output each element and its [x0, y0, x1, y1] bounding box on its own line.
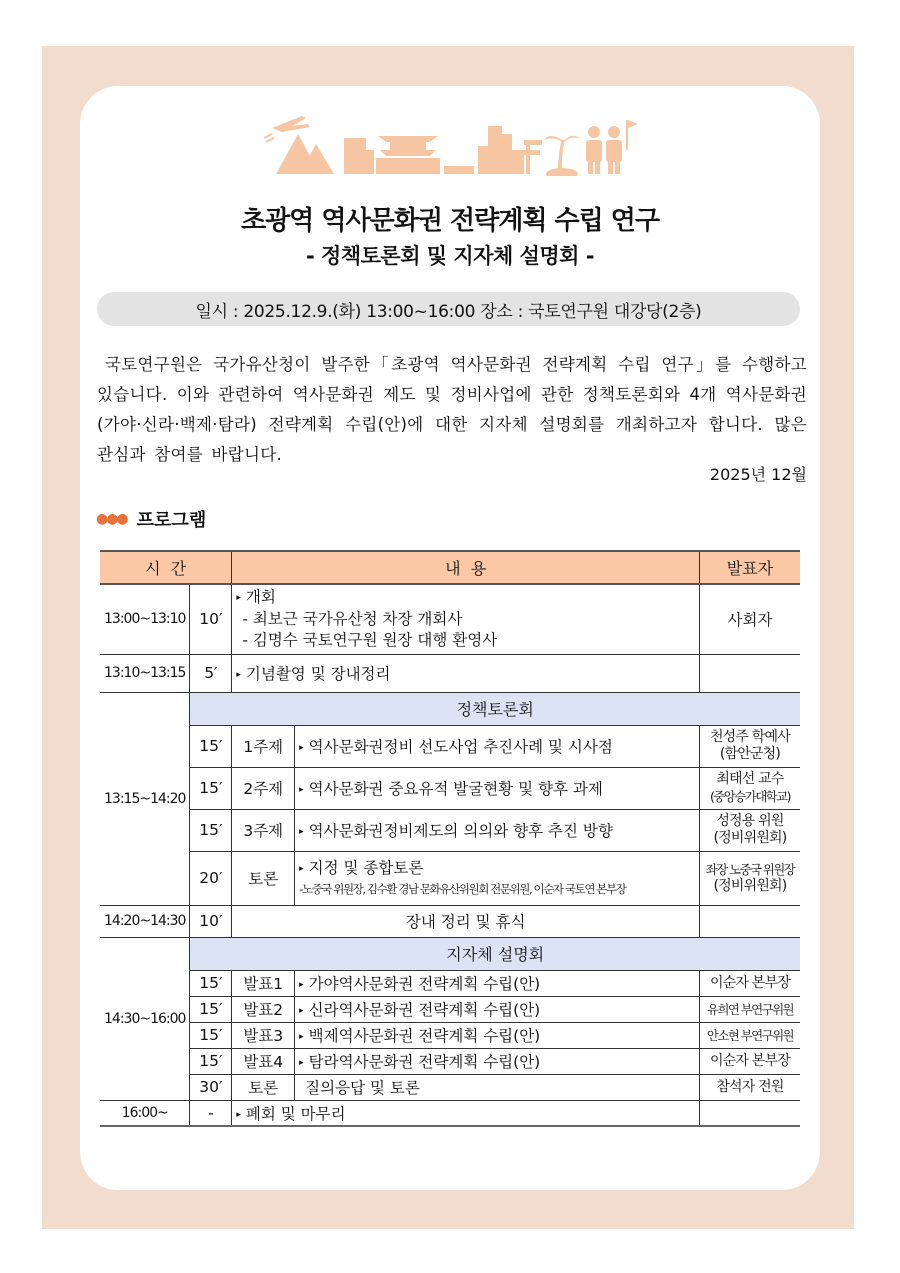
content-cell: ▸ 신라역사문화권 전략계획 수립(안) [295, 996, 700, 1022]
duration-cell: 10′ [190, 584, 232, 654]
table-row-break [100, 905, 800, 937]
document-subtitle: - 정책토론회 및 지자체 설명회 - [306, 244, 594, 268]
duration-cell: 15′ [190, 725, 232, 767]
content-cell: ▸ 가야역사문화권 전략계획 수립(안) [295, 970, 700, 996]
discussant-list: -노중국 위원장, 김수환 경남 문화유산위원회 전문위원, 이순자 국토연 본부장 [299, 881, 626, 896]
presenter-cell [699, 1100, 800, 1126]
content-cell: ▸ 지정 및 종합토론 -노중국 위원장, 김수환 경남 문화유산위원회 전문위원, 이순자 국토연 본부장 [295, 851, 700, 905]
item-title: 개회 [245, 588, 276, 607]
item-line: - 김명수 국토연구원 원장 대행 환영사 [242, 631, 498, 650]
document-title: 초광역 역사문화권 전략계획 수립 연구 [240, 206, 660, 236]
duration-cell: 30′ [190, 1074, 232, 1100]
time-cell: 14:30~16:00 [100, 937, 190, 1100]
duration-cell: 10′ [190, 905, 232, 937]
duration-cell: 20′ [190, 851, 232, 905]
triangle-bullet-icon: ▸ [299, 1032, 304, 1042]
content-cell: ▸ 역사문화권정비 선도사업 추진사례 및 시사점 [295, 725, 700, 767]
triangle-bullet-icon: ▸ [299, 863, 304, 874]
presenter-cell: 유희연 부연구위원 [699, 996, 800, 1022]
triangle-bullet-icon: ▸ [236, 1109, 241, 1120]
label-cell: 3주제 [232, 809, 295, 851]
program-section-heading [96, 506, 206, 532]
label-cell: 토론 [232, 1074, 295, 1100]
bullet-dots-icon: ●●● [96, 511, 127, 527]
table-row-closing [100, 1100, 800, 1126]
label-cell: 발표2 [232, 996, 295, 1022]
duration-cell: - [190, 1100, 232, 1126]
table-row-photo [100, 654, 800, 692]
time-cell: 16:00~ [100, 1100, 190, 1126]
header-presenter: 발표자 [699, 551, 800, 584]
content-cell: 질의응답 및 토론 [295, 1074, 700, 1100]
section-band-briefing: 지자체 설명회 [190, 937, 800, 970]
content-cell [232, 584, 700, 654]
presenter-cell: 성정용 위원 (정비위원회) [699, 809, 800, 851]
triangle-bullet-icon: ▸ [299, 743, 304, 753]
table-row [100, 996, 800, 1022]
label-cell: 발표4 [232, 1048, 295, 1074]
briefing-band-row [100, 937, 800, 970]
presenter-cell: 이순자 본부장 [699, 1048, 800, 1074]
time-cell: 13:10~13:15 [100, 654, 190, 692]
travel-landmarks-illustration-icon [262, 110, 638, 176]
label-cell: 발표1 [232, 970, 295, 996]
presenter-cell: 안소현 부연구위원 [699, 1022, 800, 1048]
table-row [100, 1022, 800, 1048]
table-header-row [100, 551, 800, 584]
table-row [100, 767, 800, 809]
duration-cell: 5′ [190, 654, 232, 692]
time-cell: 13:00~13:10 [100, 584, 190, 654]
event-date-location: 일시 : 2025.12.9.(화) 13:00~16:00 장소 : 국토연구원 대강당(2층) [195, 301, 702, 322]
triangle-bullet-icon: ▸ [299, 827, 304, 837]
duration-cell: 15′ [190, 970, 232, 996]
presenter-cell: 참석자 전원 [699, 1074, 800, 1100]
duration-cell: 15′ [190, 809, 232, 851]
event-info-bar [97, 292, 800, 326]
table-row-opening [100, 584, 800, 654]
table-row [100, 1074, 800, 1100]
triangle-bullet-icon: ▸ [236, 593, 241, 604]
item-line: - 최보근 국가유산청 차장 개회사 [242, 610, 463, 629]
triangle-bullet-icon: ▸ [299, 1006, 304, 1016]
presenter-cell [699, 905, 800, 937]
presenter-cell: 이순자 본부장 [699, 970, 800, 996]
table-row [100, 725, 800, 767]
content-cell: ▸ 역사문화권 중요유적 발굴현황 및 향후 과제 [295, 767, 700, 809]
presenter-cell: 좌장 노중국 위원장 (정비위원회) [699, 851, 800, 905]
label-cell: 발표3 [232, 1022, 295, 1048]
presenter-cell [699, 654, 800, 692]
duration-cell: 15′ [190, 996, 232, 1022]
content-cell: ▸ 폐회 및 마무리 [232, 1100, 700, 1126]
duration-cell: 15′ [190, 1048, 232, 1074]
header-content: 내 용 [232, 551, 700, 584]
duration-cell: 15′ [190, 767, 232, 809]
program-table [100, 550, 800, 1127]
content-cell: 장내 정리 및 휴식 [232, 905, 700, 937]
content-cell: ▸ 기념촬영 및 장내정리 [232, 654, 700, 692]
issue-date: 2025년 12월 [709, 465, 807, 484]
triangle-bullet-icon: ▸ [299, 1058, 304, 1068]
presenter-cell: 사회자 [699, 584, 800, 654]
presenter-cell: 천성주 학예사 (함안군청) [699, 725, 800, 767]
forum-band-row [100, 692, 800, 725]
triangle-bullet-icon: ▸ [299, 980, 304, 990]
label-cell: 2주제 [232, 767, 295, 809]
time-cell: 13:15~14:20 [100, 692, 190, 905]
triangle-bullet-icon: ▸ [299, 785, 304, 795]
time-cell: 14:20~14:30 [100, 905, 190, 937]
table-row [100, 1048, 800, 1074]
section-title: 프로그램 [136, 510, 207, 531]
section-band-forum: 정책토론회 [190, 692, 800, 725]
presenter-cell: 최태선 교수 (중앙승가대학교) [699, 767, 800, 809]
label-cell: 1주제 [232, 725, 295, 767]
intro-paragraph: 국토연구원은 국가유산청이 발주한「초광역 역사문화권 전략계획 수립 연구」를 수행하고 있습니다. 이와 관련하여 역사문화권 제도 및 정비사업에 관한 정책토론회와 4개 역사문화권(가야·신라·백제·탐라) 전략계획 수립(안)에 대한 지자체 설명회를 개최하고자 합니다. 많은 관심과 참여를 바랍니다. [97, 355, 807, 464]
duration-cell: 15′ [190, 1022, 232, 1048]
label-cell: 토론 [232, 851, 295, 905]
content-cell: ▸ 백제역사문화권 전략계획 수립(안) [295, 1022, 700, 1048]
content-cell: ▸ 역사문화권정비제도의 의의와 향후 추진 방향 [295, 809, 700, 851]
table-row [100, 970, 800, 996]
table-row [100, 851, 800, 905]
table-row [100, 809, 800, 851]
triangle-bullet-icon: ▸ [236, 670, 241, 680]
content-cell: ▸ 탐라역사문화권 전략계획 수립(안) [295, 1048, 700, 1074]
header-time: 시 간 [100, 551, 232, 584]
